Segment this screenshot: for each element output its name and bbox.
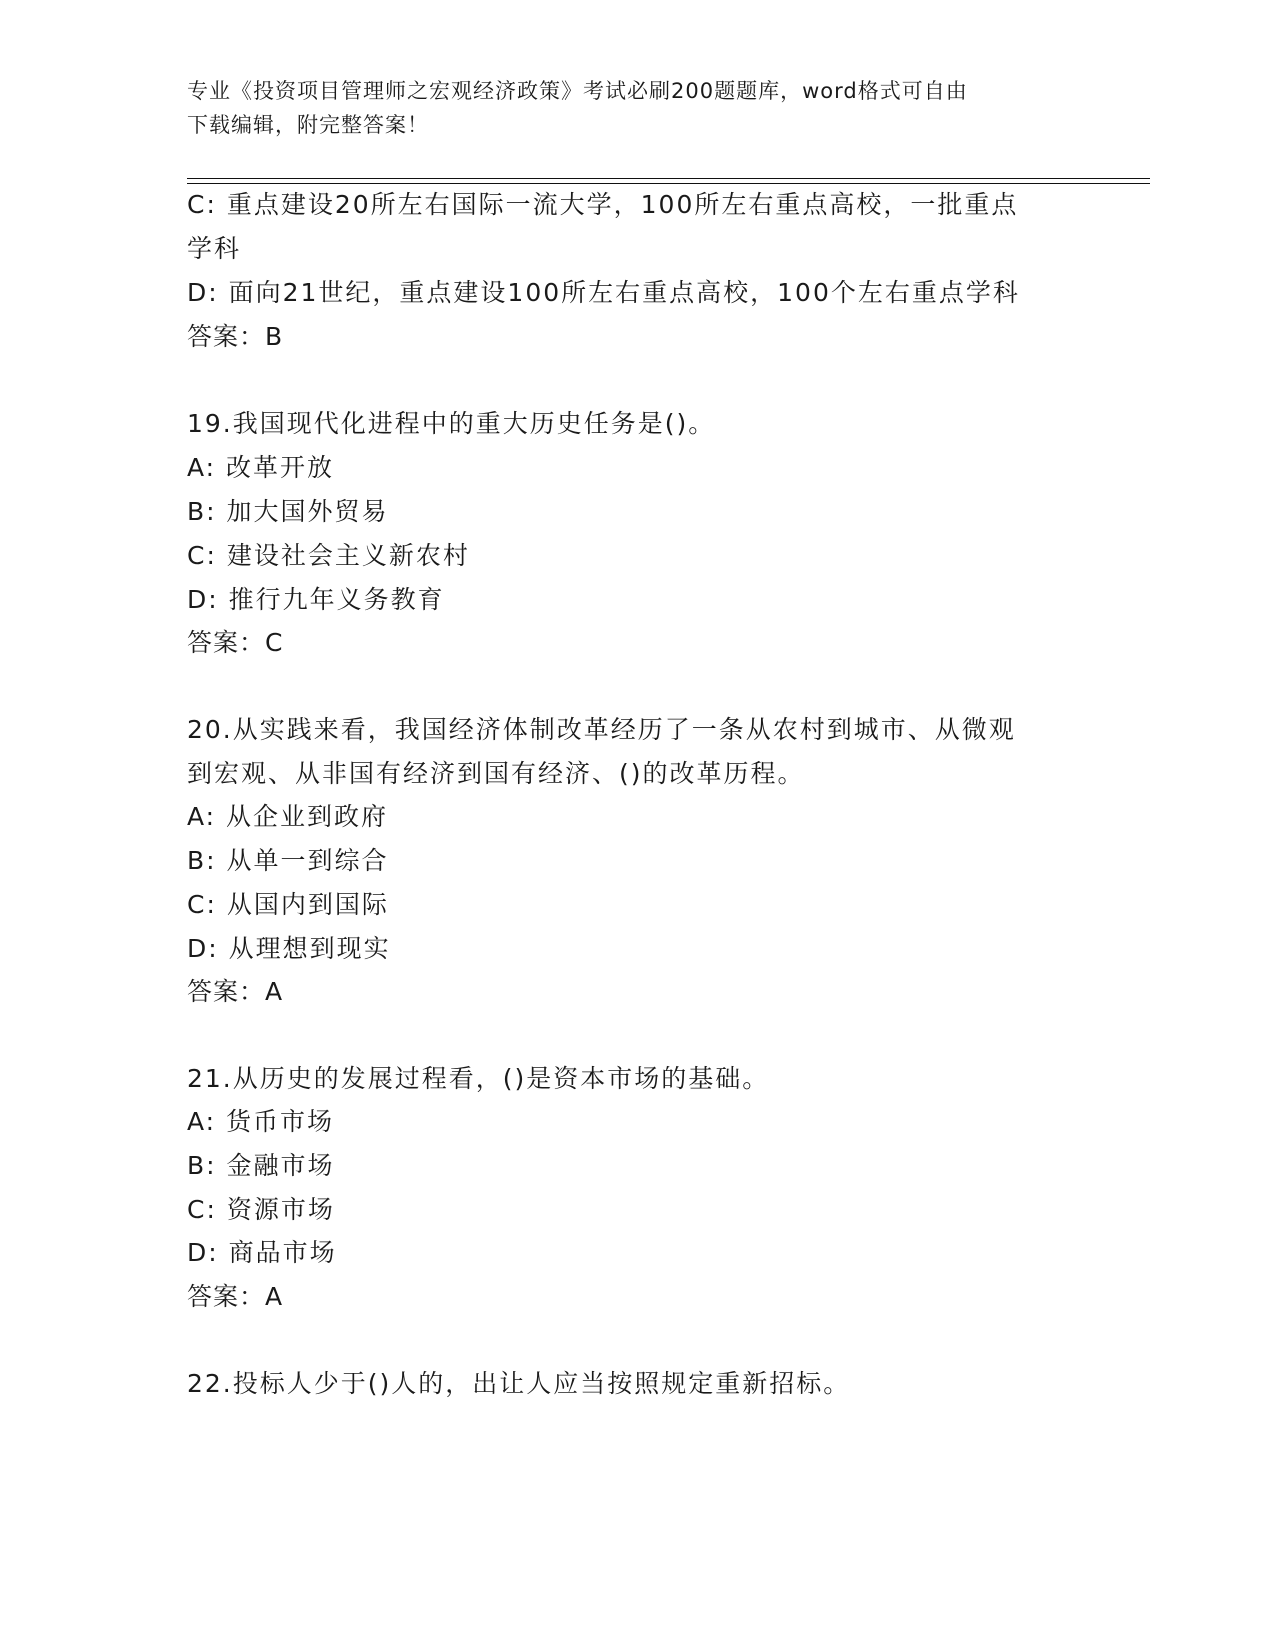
q20-option-b: B: 从单一到综合 bbox=[187, 846, 389, 875]
q20-stem-line2: 到宏观、从非国有经济到国有经济、()的改革历程。 bbox=[187, 759, 805, 788]
q19-answer: 答案：C bbox=[187, 628, 284, 657]
q19-option-b: B: 加大国外贸易 bbox=[187, 497, 389, 526]
q21-option-c: C: 资源市场 bbox=[187, 1195, 335, 1224]
q18-option-c-line2: 学科 bbox=[187, 234, 242, 263]
q19-option-c: C: 建设社会主义新农村 bbox=[187, 541, 470, 570]
q19-option-d: D: 推行九年义务教育 bbox=[187, 585, 445, 614]
header-rule-top bbox=[187, 178, 1150, 179]
q19-option-a: A: 改革开放 bbox=[187, 453, 335, 482]
q19-stem: 19.我国现代化进程中的重大历史任务是()。 bbox=[187, 409, 716, 438]
q21-option-d: D: 商品市场 bbox=[187, 1238, 337, 1267]
q21-option-b: B: 金融市场 bbox=[187, 1151, 335, 1180]
q21-answer: 答案：A bbox=[187, 1282, 284, 1311]
q18-option-d: D: 面向21世纪，重点建设100所左右重点高校，100个左右重点学科 bbox=[187, 278, 1020, 307]
q20-stem-line1: 20.从实践来看，我国经济体制改革经历了一条从农村到城市、从微观 bbox=[187, 715, 1016, 744]
q20-option-a: A: 从企业到政府 bbox=[187, 802, 389, 831]
q20-answer: 答案：A bbox=[187, 977, 284, 1006]
header-line-2: 下载编辑，附完整答案！ bbox=[187, 113, 429, 137]
q18-option-c-line1: C: 重点建设20所左右国际一流大学，100所左右重点高校，一批重点 bbox=[187, 190, 1019, 219]
q20-option-c: C: 从国内到国际 bbox=[187, 890, 389, 919]
q21-option-a: A: 货币市场 bbox=[187, 1107, 335, 1136]
q18-answer: 答案：B bbox=[187, 322, 284, 351]
document-header bbox=[187, 74, 1087, 142]
header-rule-bottom bbox=[187, 183, 1150, 184]
header-line-1: 专业《投资项目管理师之宏观经济政策》考试必刷200题题库，word格式可自由 bbox=[187, 79, 968, 103]
q21-stem: 21.从历史的发展过程看，()是资本市场的基础。 bbox=[187, 1064, 770, 1093]
q22-stem: 22.投标人少于()人的，出让人应当按照规定重新招标。 bbox=[187, 1369, 851, 1398]
q20-option-d: D: 从理想到现实 bbox=[187, 934, 391, 963]
